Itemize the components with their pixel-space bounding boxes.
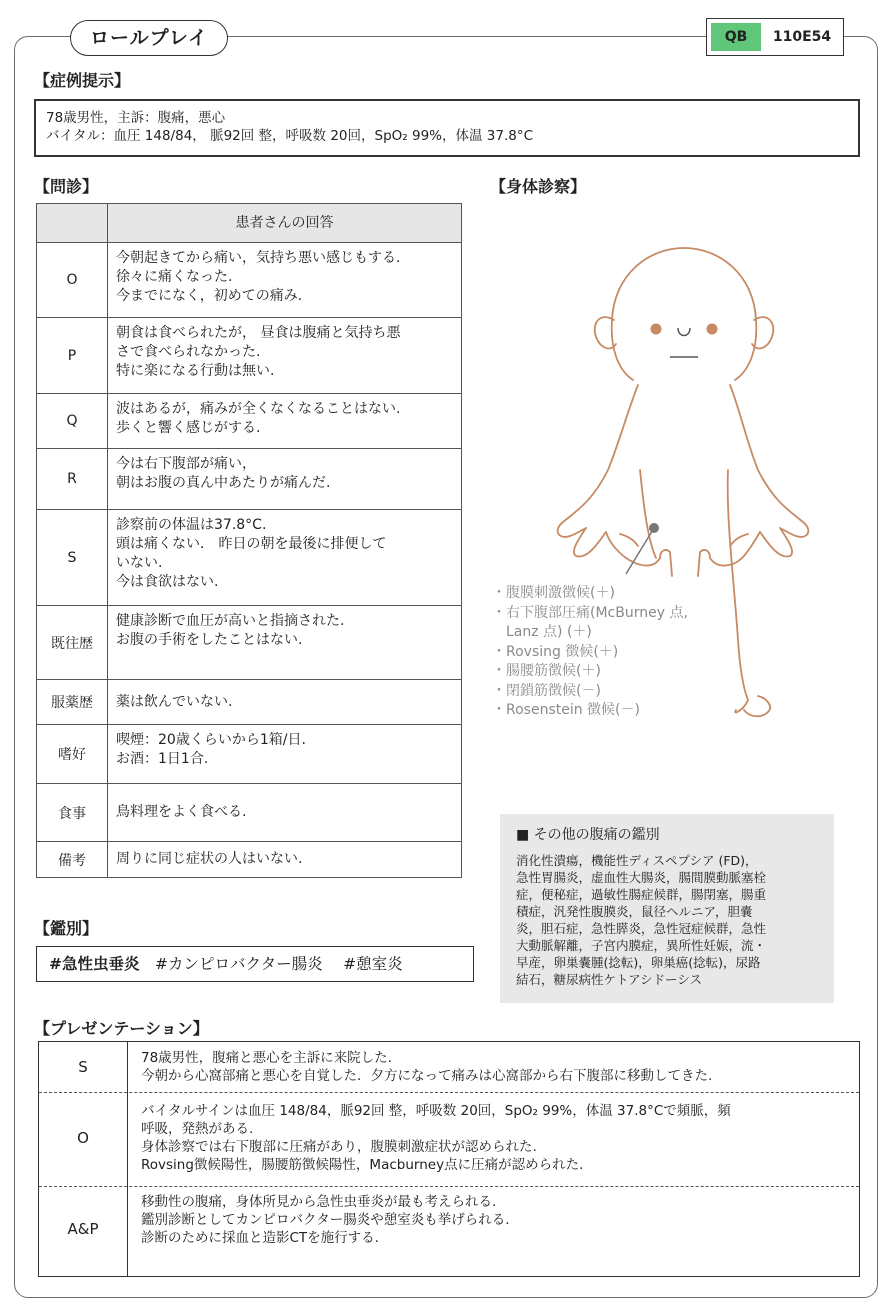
- row-answer: [108, 842, 462, 878]
- row-label: 既往歴: [37, 606, 108, 680]
- row-answer: [108, 680, 462, 725]
- answer-line: 健康診断で血圧が高いと指摘された.: [116, 613, 345, 629]
- answer-line: お腹の手術をしたことはない.: [116, 632, 303, 648]
- row-label: 服薬歴: [37, 680, 108, 725]
- answer-line: お酒：1日1合.: [116, 751, 209, 767]
- differential-line: 大動脈解離，子宮内膜症，異所性妊娠，流・: [516, 938, 767, 953]
- answer-line: 今朝起きてから痛い，気持ち悪い感じもする.: [116, 250, 401, 266]
- presentation-line: 78歳男性，腹痛と悪心を主訴に来院した.: [141, 1050, 392, 1066]
- differential-heading: 【鑑別】: [34, 919, 99, 938]
- table-row: [37, 510, 462, 606]
- question-number: 110E54: [772, 29, 832, 45]
- question-id-box: [706, 18, 844, 56]
- presentation-line: 身体診察では右下腹部に圧痛があり，腹膜刺激症状が認められた.: [141, 1139, 537, 1155]
- answer-line: いない.: [116, 555, 163, 571]
- row-label: O: [37, 243, 108, 318]
- presentation-box: [38, 1041, 860, 1277]
- presentation-text: [141, 1193, 849, 1247]
- case-line-2: バイタル：血圧 148/84， 脈92回 整，呼吸数 20回，SpO₂ 99%，体温 37.8°C: [46, 128, 534, 144]
- answer-line: 周りに同じ症状の人はいない.: [116, 851, 303, 867]
- right-hip: [710, 532, 760, 566]
- table-row: [37, 842, 462, 878]
- exam-findings: [492, 584, 688, 721]
- presentation-line: 診断のために採血と造影CTを施行する.: [141, 1230, 379, 1246]
- left-side: [640, 470, 656, 558]
- header-blank-cell: [37, 204, 108, 243]
- other-differentials-title: ■ その他の腹痛の鑑別: [516, 827, 660, 843]
- answer-line: 歩くと響く感じがする.: [116, 420, 261, 436]
- answer-line: 今は食欲はない.: [116, 574, 219, 590]
- answer-line: さで食べられなかった.: [116, 344, 261, 360]
- row-label: 嗜好: [37, 725, 108, 784]
- answer-line: 今は右下腹部が痛い，: [116, 456, 256, 472]
- row-label: P: [37, 318, 108, 394]
- finding-item: ・腸腰筋徴候(＋): [492, 663, 601, 679]
- left-arm: [558, 385, 638, 557]
- answer-line: 薬は飲んでいない.: [116, 693, 233, 710]
- right-foot: [735, 696, 770, 716]
- right-arm: [730, 385, 808, 557]
- right-thumb: [730, 534, 748, 546]
- interview-table-header: [37, 204, 462, 243]
- finding-item: ・閉鎖筋徴候(－): [492, 682, 601, 699]
- page-title: ロールプレイ: [70, 20, 228, 56]
- right-eye: [707, 324, 718, 335]
- finding-item: ・右下腹部圧痛(McBurney 点,: [492, 604, 688, 621]
- row-label: 備考: [37, 842, 108, 878]
- presentation-text: [141, 1102, 849, 1174]
- row-answer: [108, 243, 462, 318]
- presentation-label: O: [77, 1129, 89, 1147]
- row-answer: [108, 449, 462, 510]
- differential-line: 炎，胆石症，急性膵炎，急性冠症候群，急性: [516, 921, 767, 936]
- table-row: [37, 394, 462, 449]
- left-leg-inner: [660, 550, 672, 576]
- qb-tag: QB: [711, 23, 761, 51]
- row-separator: [39, 1186, 859, 1187]
- mouth: [678, 328, 690, 336]
- differential-line: 症，便秘症，過敏性腸症候群，腸閉塞，腸重: [516, 887, 767, 902]
- presentation-heading: 【プレゼンテーション】: [34, 1019, 209, 1038]
- answer-line: 波はあるが，痛みが全くなくなることはない.: [116, 401, 401, 417]
- answer-line: 頭は痛くない． 昨日の朝を最後に排便して: [116, 536, 387, 552]
- finding-item: ・Rosenstein 徴候(－): [492, 702, 640, 718]
- row-answer: [108, 725, 462, 784]
- case-line-1: 78歳男性，主訴：腹痛，悪心: [46, 110, 226, 126]
- presentation-line: 移動性の腹痛，身体所見から急性虫垂炎が最も考えられる.: [141, 1194, 497, 1210]
- case-heading: 【症例提示】: [34, 71, 131, 90]
- other-differentials-list: [516, 852, 818, 988]
- differential-line: 急性胃腸炎，虚血性大腸炎，腸間膜動脈塞栓: [516, 870, 767, 885]
- table-row: [37, 449, 462, 510]
- row-answer: [108, 606, 462, 680]
- left-eye: [651, 324, 662, 335]
- row-label: Q: [37, 394, 108, 449]
- head-outline: [612, 248, 757, 380]
- differential-box: [36, 946, 474, 982]
- row-answer: [108, 510, 462, 606]
- differential-line: 消化性潰瘍，機能性ディスペプシア (FD)，: [516, 853, 758, 868]
- finding-item: Lanz 点) (＋): [492, 624, 592, 640]
- row-answer: [108, 394, 462, 449]
- case-summary-box: [34, 99, 860, 157]
- other-diagnoses: #カンピロバクター腸炎 #憩室炎: [139, 955, 403, 973]
- presentation-line: バイタルサインは血圧 148/84，脈92回 整，呼吸数 20回，SpO₂ 99%，体温 37.8°Cで頻脈，頻: [141, 1103, 731, 1119]
- answer-line: 徐々に痛くなった.: [116, 269, 233, 285]
- table-row: [37, 725, 462, 784]
- row-label: S: [37, 510, 108, 606]
- right-leg-inner: [698, 550, 710, 576]
- differential-line: 早産，卵巣嚢腫(捻転)，卵巣癌(捻転)，尿路: [516, 955, 761, 970]
- table-row: [37, 680, 462, 725]
- pointer-line: [626, 528, 654, 574]
- answer-line: 特に楽になる行動は無い.: [116, 363, 275, 379]
- finding-item: ・Rovsing 徴候(＋): [492, 643, 619, 660]
- presentation-line: Rovsing徴候陽性，腸腰筋徴候陽性，Macburney点に圧痛が認められた.: [141, 1157, 584, 1173]
- right-leg-outer: [728, 470, 748, 700]
- answer-line: 診察前の体温は37.8°C.: [116, 517, 267, 533]
- row-answer: [108, 784, 462, 842]
- answer-line: 鳥料理をよく食べる.: [116, 804, 247, 820]
- differential-line: 積症，汎発性腹膜炎，鼠径ヘルニア，胆嚢: [516, 904, 753, 919]
- differential-line: 結石，糖尿病性ケトアシドーシス: [516, 972, 703, 987]
- table-row: [37, 784, 462, 842]
- left-thumb: [620, 534, 638, 546]
- presentation-label: A&P: [67, 1220, 99, 1238]
- exam-heading: 【身体診察】: [490, 177, 587, 196]
- answer-column-header: 患者さんの回答: [108, 204, 462, 243]
- presentation-line: 今朝から心窩部痛と悪心を自覚した．夕方になって痛みは心窩部から右下腹部に移動してきた.: [141, 1068, 713, 1084]
- presentation-label: S: [78, 1058, 88, 1076]
- presentation-line: 呼吸，発熱がある.: [141, 1121, 254, 1137]
- interview-heading: 【問診】: [34, 177, 99, 196]
- table-row: [37, 243, 462, 318]
- finding-item: ・腹膜刺激徴候(＋): [492, 585, 615, 601]
- presentation-text: [141, 1049, 849, 1085]
- answer-line: 喫煙：20歳くらいから1箱/日.: [116, 732, 306, 748]
- answer-line: 朝食は食べられたが， 昼食は腹痛と気持ち悪: [116, 325, 401, 341]
- table-row: [37, 318, 462, 394]
- presentation-divider: [127, 1042, 128, 1276]
- presentation-line: 鑑別診断としてカンピロバクター腸炎や憩室炎も挙げられる.: [141, 1212, 510, 1228]
- row-label: R: [37, 449, 108, 510]
- row-answer: [108, 318, 462, 394]
- interview-table: [36, 203, 462, 878]
- table-row: [37, 606, 462, 680]
- answer-line: 今までになく，初めての痛み.: [116, 288, 303, 304]
- row-separator: [39, 1092, 859, 1093]
- primary-diagnosis: #急性虫垂炎: [49, 955, 140, 973]
- answer-line: 朝はお腹の真ん中あたりが痛んだ.: [116, 475, 331, 491]
- other-differentials-box: [500, 814, 834, 1003]
- row-label: 食事: [37, 784, 108, 842]
